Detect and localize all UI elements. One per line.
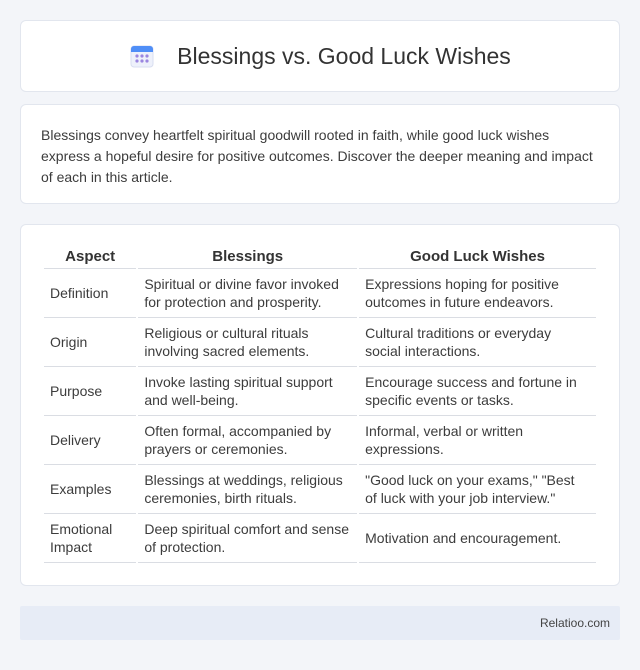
row-good-luck: Encourage success and fortune in specific events or tasks. — [359, 367, 596, 416]
comparison-table-card — [20, 224, 620, 586]
row-blessings: Spiritual or divine favor invoked for protection and prosperity. — [138, 269, 357, 318]
table-header-row — [44, 245, 596, 269]
row-good-luck: Motivation and encouragement. — [359, 514, 596, 563]
row-blessings: Religious or cultural rituals involving sacred elements. — [138, 318, 357, 367]
row-blessings: Deep spiritual comfort and sense of protection. — [138, 514, 357, 563]
row-aspect: Examples — [44, 465, 136, 514]
row-aspect: Origin — [44, 318, 136, 367]
header-blessings: Blessings — [138, 245, 357, 269]
header-good-luck-wishes: Good Luck Wishes — [359, 245, 596, 269]
table-row — [44, 367, 596, 416]
row-aspect: Emotional Impact — [44, 514, 136, 563]
table-row — [44, 416, 596, 465]
page-title: Blessings vs. Good Luck Wishes — [177, 42, 511, 69]
row-aspect: Definition — [44, 269, 136, 318]
header-aspect: Aspect — [44, 245, 136, 269]
footer-site-link[interactable]: Relatioo.com — [539, 616, 610, 630]
row-good-luck: "Good luck on your exams," "Best of luck with your job interview." — [359, 465, 596, 514]
title-wrap — [129, 43, 511, 70]
row-blessings: Invoke lasting spiritual support and well-being. — [138, 367, 357, 416]
table-row — [44, 269, 596, 318]
row-blessings: Blessings at weddings, religious ceremonies, birth rituals. — [138, 465, 357, 514]
row-good-luck: Informal, verbal or written expressions. — [359, 416, 596, 465]
row-good-luck: Expressions hoping for positive outcomes in future endeavors. — [359, 269, 596, 318]
row-blessings: Often formal, accompanied by prayers or ceremonies. — [138, 416, 357, 465]
intro-text: Blessings convey heartfelt spiritual goodwill rooted in faith, while good luck wishes express a hopeful desire for positive outcomes. Discover the deeper meaning and impact of each in this article. — [41, 127, 593, 185]
intro-card — [20, 104, 620, 204]
comparison-table — [42, 245, 598, 563]
header-card — [20, 20, 620, 92]
footer — [20, 606, 620, 640]
table-row — [44, 514, 596, 563]
calendar-icon — [129, 43, 155, 69]
row-good-luck: Cultural traditions or everyday social interactions. — [359, 318, 596, 367]
table-row — [44, 318, 596, 367]
row-aspect: Purpose — [44, 367, 136, 416]
table-row — [44, 465, 596, 514]
row-aspect: Delivery — [44, 416, 136, 465]
